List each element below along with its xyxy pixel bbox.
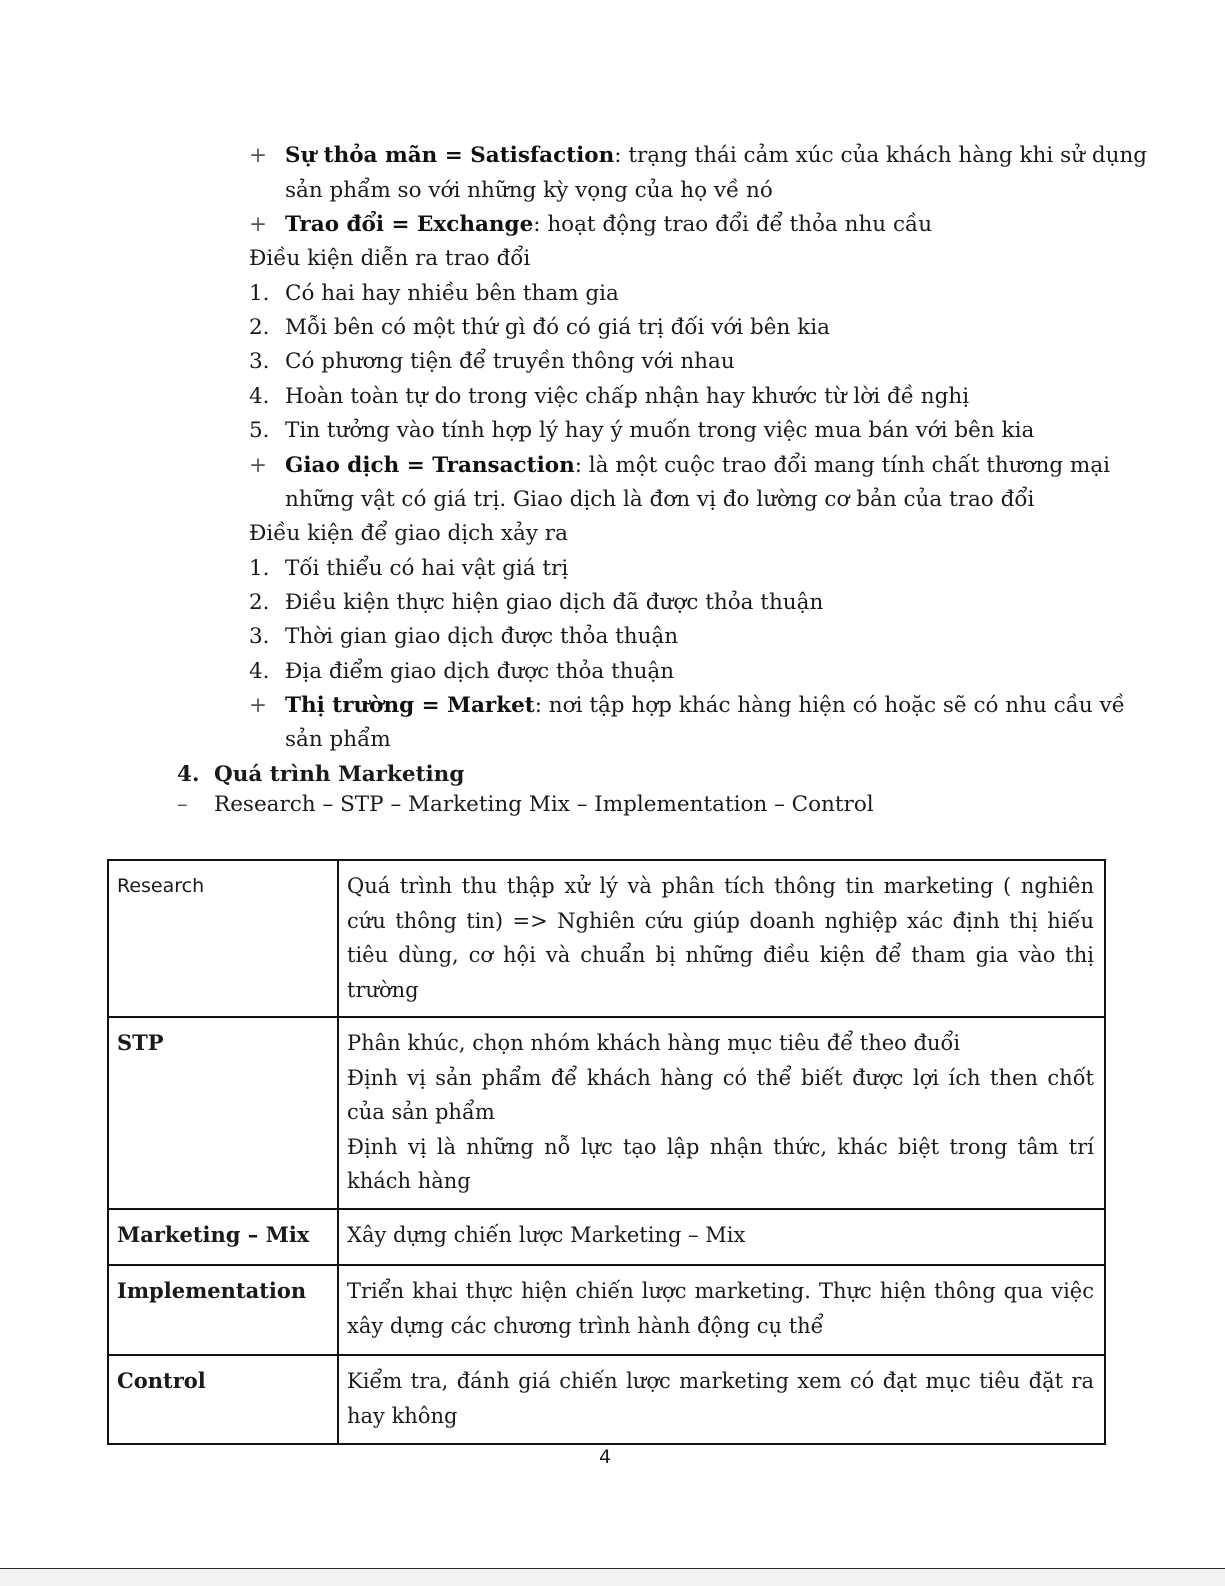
table-cell-label: Research <box>108 860 338 1017</box>
exchange-condition-item: Có phương tiện để truyền thông với nhau <box>285 349 735 374</box>
list-number: 2. <box>249 590 270 615</box>
term-transaction-continuation: những vật có giá trị. Giao dịch là đơn vị đo lường cơ bản của trao đổi <box>285 487 1035 512</box>
list-number: 3. <box>249 349 270 374</box>
dash-bullet: – <box>177 792 188 817</box>
page-number: 4 <box>598 1446 612 1468</box>
page-boundary <box>0 1568 1225 1586</box>
transaction-conditions-title: Điều kiện để giao dịch xảy ra <box>249 521 568 546</box>
transaction-condition-item: Địa điểm giao dịch được thỏa thuận <box>285 659 675 684</box>
plus-bullet: + <box>249 453 268 478</box>
table-cell-description <box>338 1355 1105 1444</box>
list-number: 3. <box>249 624 270 649</box>
plus-bullet: + <box>249 693 268 718</box>
description-line: Quá trình thu thập xử lý và phân tích thông tin marketing ( nghiên cứu thông tin) => Nghiên cứu giúp doanh nghiệp xác định thị hiếu tiêu dùng, cơ hội và chuẩn bị những điều kiện để tham gia vào thị trường <box>347 874 1094 1002</box>
term-transaction-text: : là một cuộc trao đổi mang tính chất thương mại <box>574 453 1111 478</box>
table-cell-label: Control <box>108 1355 338 1444</box>
table-row <box>108 1209 1105 1265</box>
transaction-condition-item: Thời gian giao dịch được thỏa thuận <box>285 624 679 649</box>
list-number: 5. <box>249 418 270 443</box>
table-row <box>108 1265 1105 1355</box>
exchange-condition-item: Tin tưởng vào tính hợp lý hay ý muốn trong việc mua bán với bên kia <box>285 418 1035 443</box>
term-market-continuation: sản phẩm <box>285 727 391 752</box>
term-market-label: Thị trường = Market <box>285 693 535 718</box>
table-row <box>108 1355 1105 1444</box>
term-transaction <box>285 449 1110 483</box>
list-number: 1. <box>249 556 270 581</box>
list-number: 4. <box>249 384 270 409</box>
term-satisfaction-label: Sự thỏa mãn = Satisfaction <box>285 143 615 168</box>
term-satisfaction <box>285 139 1147 173</box>
description-line: Triển khai thực hiện chiến lược marketing. Thực hiện thông qua việc xây dựng các chương trình hành động cụ thể <box>347 1279 1094 1338</box>
marketing-process-table <box>107 859 1106 1445</box>
exchange-condition-item: Hoàn toàn tự do trong việc chấp nhận hay khước từ lời đề nghị <box>285 384 970 409</box>
term-exchange <box>285 208 932 242</box>
table-cell-label: Implementation <box>108 1265 338 1355</box>
table-row <box>108 1017 1105 1209</box>
term-market-text: : nơi tập hợp khác hàng hiện có hoặc sẽ có nhu cầu về <box>534 693 1125 718</box>
term-satisfaction-text: : trạng thái cảm xúc của khách hàng khi sử dụng <box>614 143 1148 168</box>
table-cell-label: Marketing – Mix <box>108 1209 338 1265</box>
table-cell-description <box>338 860 1105 1017</box>
description-line: Định vị là những nỗ lực tạo lập nhận thức, khác biệt trong tâm trí khách hàng <box>347 1134 1094 1193</box>
plus-bullet: + <box>249 212 268 237</box>
list-number: 1. <box>249 281 270 306</box>
description-line: Xây dựng chiến lược Marketing – Mix <box>347 1223 746 1247</box>
table-cell-description <box>338 1017 1105 1209</box>
transaction-condition-item: Điều kiện thực hiện giao dịch đã được thỏa thuận <box>285 590 824 615</box>
section-title: Quá trình Marketing <box>214 762 465 787</box>
term-market <box>285 689 1125 723</box>
exchange-conditions-title: Điều kiện diễn ra trao đổi <box>249 246 531 271</box>
plus-bullet: + <box>249 143 268 168</box>
process-summary: Research – STP – Marketing Mix – Implementation – Control <box>214 792 874 817</box>
list-number: 2. <box>249 315 270 340</box>
list-number: 4. <box>249 659 270 684</box>
description-line: Phân khúc, chọn nhóm khách hàng mục tiêu để theo đuổi <box>347 1031 961 1055</box>
exchange-condition-item: Có hai hay nhiều bên tham gia <box>285 281 619 306</box>
term-exchange-text: : hoạt động trao đổi để thỏa nhu cầu <box>533 212 933 237</box>
description-line: Kiểm tra, đánh giá chiến lược marketing xem có đạt mục tiêu đặt ra hay không <box>347 1369 1094 1428</box>
table-row <box>108 860 1105 1017</box>
transaction-condition-item: Tối thiểu có hai vật giá trị <box>285 556 569 581</box>
term-satisfaction-continuation: sản phẩm so với những kỳ vọng của họ về nó <box>285 178 773 203</box>
table-cell-description <box>338 1209 1105 1265</box>
section-number: 4. <box>177 762 200 787</box>
term-exchange-label: Trao đổi = Exchange <box>285 212 534 237</box>
table-cell-label: STP <box>108 1017 338 1209</box>
table-cell-description <box>338 1265 1105 1355</box>
description-line: Định vị sản phẩm để khách hàng có thể biết được lợi ích then chốt của sản phẩm <box>347 1065 1094 1124</box>
term-transaction-label: Giao dịch = Transaction <box>285 453 575 478</box>
exchange-condition-item: Mỗi bên có một thứ gì đó có giá trị đối với bên kia <box>285 315 830 340</box>
